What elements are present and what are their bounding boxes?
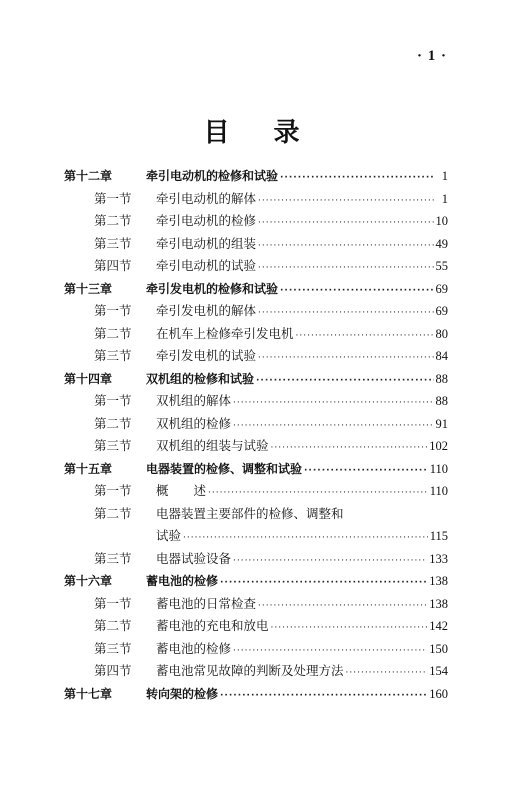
toc-entry-number: 第一节 [94, 393, 132, 408]
toc-page-number: 88 [435, 371, 448, 386]
toc-page-number: 160 [429, 686, 448, 701]
toc-leader-dots [304, 460, 428, 483]
toc-leader-dots [258, 347, 433, 370]
toc-page-number: 84 [435, 349, 448, 363]
toc-leader-dots [233, 392, 433, 415]
toc-entry-number: 第三节 [94, 348, 132, 363]
toc-page-number: 80 [435, 326, 448, 341]
toc-entry-title: 电器装置的检修、调整和试验 [146, 461, 303, 476]
toc-page-number: 154 [429, 664, 448, 678]
toc-entry-number: 第十七章 [64, 686, 113, 701]
toc-chapter-entry [64, 278, 448, 301]
table-of-contents [64, 165, 448, 705]
toc-leader-dots [233, 415, 433, 438]
toc-leader-dots [346, 662, 428, 685]
toc-entry-number: 第二节 [94, 505, 132, 521]
toc-entry-title: 双机组的解体 [156, 393, 232, 408]
toc-entry-title: 试验 [156, 528, 182, 543]
toc-section-entry [64, 638, 448, 661]
toc-chapter-entry [64, 570, 448, 593]
toc-leader-dots [233, 550, 427, 573]
toc-page-number: 1 [441, 169, 448, 183]
toc-page-number: 133 [429, 551, 448, 566]
toc-section-entry [64, 615, 448, 638]
toc-entry-title: 蓄电池的检修 [156, 640, 232, 656]
toc-page-number: 69 [435, 281, 448, 296]
toc-leader-dots [233, 640, 427, 663]
toc-page-number: 55 [435, 259, 448, 273]
toc-entry-number: 第四节 [94, 663, 132, 678]
toc-leader-dots [258, 302, 433, 325]
toc-leader-dots [256, 370, 433, 393]
toc-chapter-entry [64, 368, 448, 391]
toc-leader-dots [220, 572, 427, 595]
toc-page-number: 142 [429, 619, 448, 633]
toc-leader-dots [271, 617, 428, 640]
toc-section-entry [64, 233, 448, 256]
toc-section-entry [64, 255, 448, 278]
toc-entry-number: 第十五章 [64, 461, 113, 476]
toc-section-entry [64, 390, 448, 413]
toc-entry-title: 牵引电动机的检修和试验 [146, 169, 279, 183]
toc-entry-title: 牵引电动机的检修 [156, 213, 257, 228]
toc-section-entry [64, 503, 448, 526]
toc-entry-title: 牵引电动机的组装 [156, 235, 257, 251]
toc-entry-number: 第二节 [94, 415, 132, 431]
toc-entry-title: 蓄电池的充电和放电 [156, 618, 269, 633]
toc-entry-number: 第三节 [94, 235, 132, 251]
toc-page-number: 91 [435, 416, 448, 431]
toc-section-entry [64, 660, 448, 683]
toc-entry-title: 转向架的检修 [146, 686, 219, 701]
toc-page-number: 1 [441, 191, 448, 206]
toc-page-number: 110 [429, 484, 448, 498]
toc-leader-dots [296, 325, 434, 348]
toc-leader-dots [258, 212, 433, 235]
toc-entry-number: 第三节 [94, 438, 132, 453]
toc-leader-dots [208, 482, 428, 505]
toc-page-number: 138 [429, 574, 448, 588]
toc-entry-title: 双机组的检修 [156, 415, 232, 431]
toc-entry-title: 蓄电池的日常检查 [156, 595, 257, 611]
toc-section-entry [64, 210, 448, 233]
toc-leader-dots [271, 437, 428, 460]
toc-section-entry [64, 525, 448, 548]
toc-chapter-entry [64, 458, 448, 481]
toc-entry-number: 第十二章 [64, 169, 113, 183]
toc-entry-number: 第一节 [94, 190, 132, 206]
toc-chapter-entry [64, 165, 448, 188]
toc-entry-number: 第二节 [94, 213, 132, 228]
toc-leader-dots [258, 190, 434, 213]
toc-entry-number: 第十六章 [64, 574, 113, 588]
toc-section-entry [64, 300, 448, 323]
toc-entry-title: 在机车上检修牵引发电机 [156, 325, 294, 341]
toc-entry-title: 牵引发电机的试验 [156, 348, 257, 363]
page-number: · 1 · [416, 48, 447, 64]
toc-entry-title: 双机组的检修和试验 [146, 371, 255, 386]
toc-entry-title: 双机组的组装与试验 [156, 438, 269, 453]
toc-entry-number: 第一节 [94, 483, 132, 498]
toc-leader-dots [258, 235, 433, 258]
toc-entry-number: 第十四章 [64, 371, 113, 386]
toc-section-entry [64, 323, 448, 346]
toc-section-entry [64, 480, 448, 503]
toc-section-entry [64, 188, 448, 211]
toc-section-entry [64, 435, 448, 458]
toc-chapter-entry [64, 683, 448, 706]
toc-entry-number: 第四节 [94, 258, 132, 273]
toc-page-number: 150 [429, 641, 448, 656]
toc-leader-dots [183, 527, 428, 550]
toc-page-number: 110 [429, 461, 448, 476]
toc-section-entry [64, 413, 448, 436]
toc-leader-dots [220, 685, 427, 708]
toc-entry-number: 第一节 [94, 303, 132, 318]
toc-entry-number: 第十三章 [64, 281, 113, 296]
toc-page-number: 49 [435, 236, 448, 251]
page-title [0, 112, 505, 149]
toc-section-entry [64, 548, 448, 571]
toc-entry-title: 牵引发电机的解体 [156, 303, 257, 318]
toc-entry-title: 电器装置主要部件的检修、调整和 [156, 505, 344, 521]
title-char-left: 目 [203, 118, 232, 148]
toc-entry-number: 第三节 [94, 640, 132, 656]
toc-leader-dots [258, 595, 427, 618]
toc-entry-title: 牵引电动机的解体 [156, 190, 257, 206]
toc-page-number: 69 [435, 304, 448, 318]
toc-entry-number: 第一节 [94, 595, 132, 611]
toc-leader-dots [280, 280, 433, 303]
toc-entry-title: 概 述 [156, 483, 207, 498]
toc-page-number: 10 [435, 214, 448, 228]
toc-section-entry [64, 345, 448, 368]
toc-entry-number: 第二节 [94, 618, 132, 633]
toc-page-number: 102 [429, 439, 448, 453]
toc-entry-title: 蓄电池常见故障的判断及处理方法 [156, 663, 344, 678]
toc-page-number: 88 [435, 394, 448, 408]
toc-entry-number: 第二节 [94, 325, 132, 341]
toc-leader-dots [258, 257, 433, 280]
toc-page-number: 138 [429, 596, 448, 611]
title-char-right: 录 [273, 118, 302, 148]
toc-entry-title: 牵引发电机的检修和试验 [146, 281, 279, 296]
toc-entry-title: 电器试验设备 [156, 550, 232, 566]
toc-entry-title: 蓄电池的检修 [146, 574, 219, 588]
toc-leader-dots [280, 167, 434, 190]
toc-entry-number: 第三节 [94, 550, 132, 566]
toc-page-number: 115 [429, 529, 448, 543]
toc-section-entry [64, 593, 448, 616]
toc-entry-title: 牵引电动机的试验 [156, 258, 257, 273]
